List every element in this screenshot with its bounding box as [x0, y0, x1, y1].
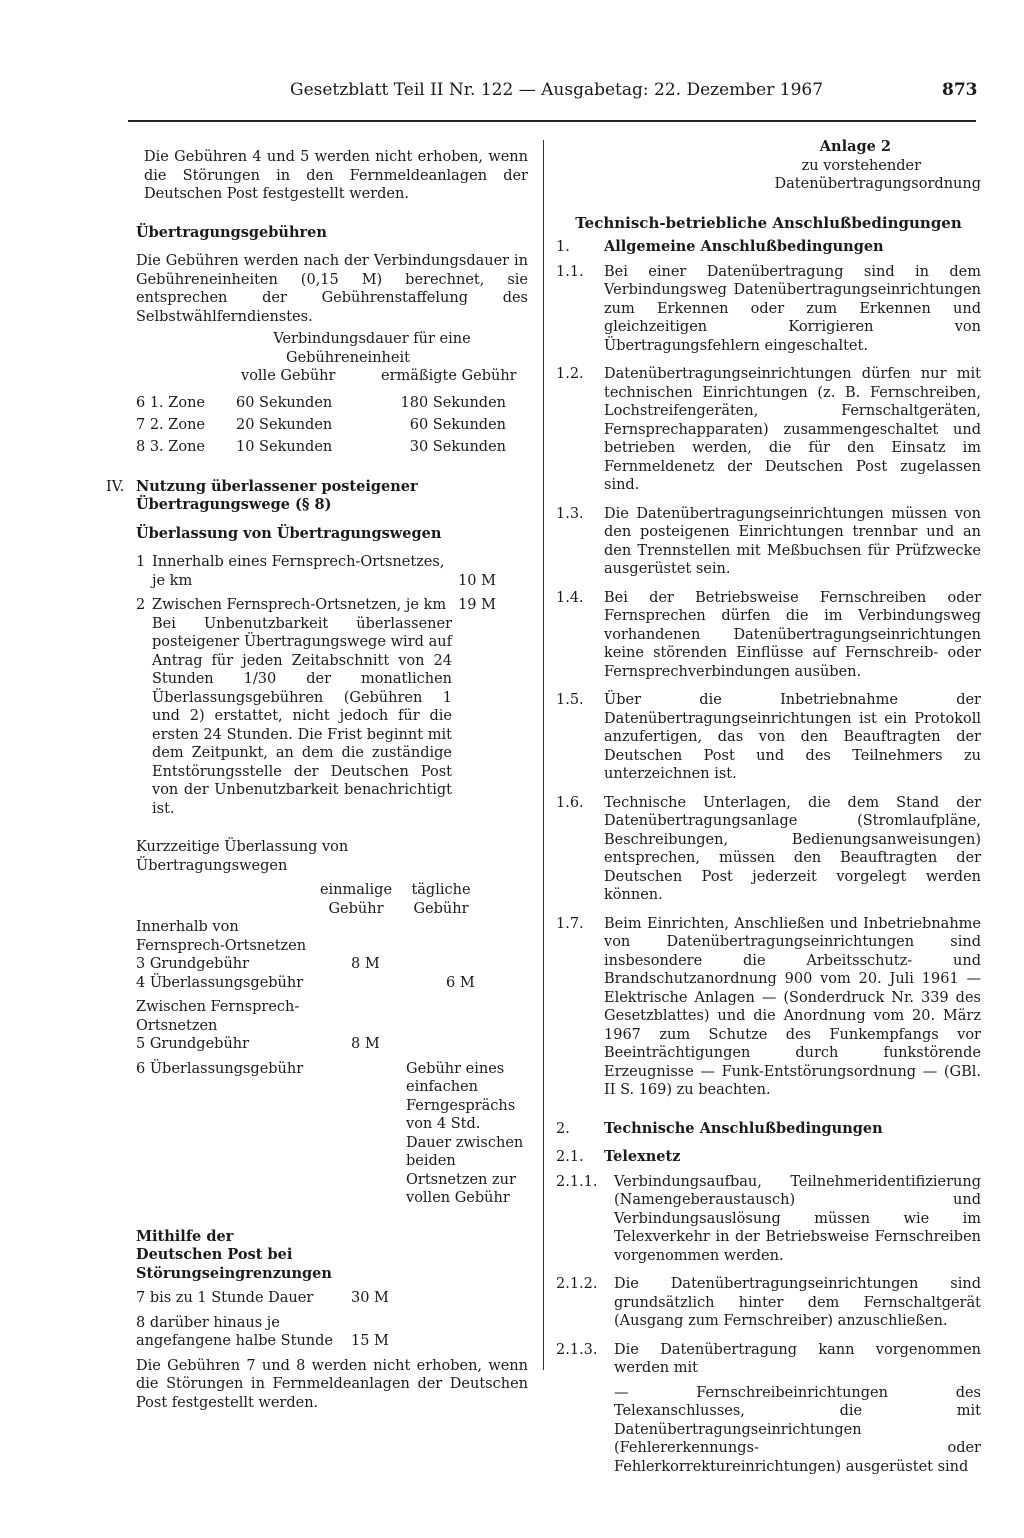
fee-item-7: 7 bis zu 1 Stunde Dauer 30 M [136, 1290, 389, 1306]
list-item: 2.1.1. Verbindungsaufbau, Teilnehmeridentifizierung (Namengeberaustausch) und Verbindungsauslösung müssen wie im Telexverkehr in der Betriebsweise Fernschreiben vorgenommen werden. [556, 1173, 981, 1264]
anlage-sub1: zu vorstehender [801, 157, 921, 174]
fee-item-2: 2 Zwischen Fernsprech-Ortsnetzen, je km 19 M [136, 597, 496, 613]
table-header-2: Gebühreneinheit [286, 349, 410, 366]
header-rule [128, 120, 976, 122]
anlage-label: Anlage 2 [819, 138, 891, 155]
intro-paragraph: Die Gebühren 4 und 5 werden nicht erhoben, wenn die Störungen in den Fernmeldeanlagen der Deutschen Post festgestellt werden. [144, 149, 528, 202]
closing-paragraph: Die Gebühren 7 und 8 werden nicht erhoben, wenn die Störungen in Fernmeldeanlagen der Deutschen Post festgestellt werden. [136, 1357, 528, 1411]
list-item: 1.2. Datenübertragungseinrichtungen dürfen nur mit technischen Einrichtungen (z. B. Fernschreiben, Lochstreifengeräten, Fernschaltgeräten, Fernsprechapparaten) zusammengeschaltet und betrieben werden, die für den Einsatz im Fernmeldenetz der Deutschen Post zugelassen sind. [556, 366, 981, 493]
list-item: 1.1. Bei einer Datenübertragung sind in dem Verbindungsweg Datenübertragungseinrichtungen zum Erkennen oder zum Erkennen und gleichzeitigen Korrigieren von Übertragungsfehlern eingeschaltet. [556, 263, 981, 354]
dash-item: — Fernschreibeinrichtungen des Telexanschlusses, die mit Datenübertragungseinrichtungen (Fehlererkennungs- oder Fehlerkorrektureinrichtungen) ausgerüstet sind [614, 1384, 981, 1475]
fee-item-5: 5 Grundgebühr 8 M [136, 1036, 380, 1052]
kurz-heading: Kurzzeitige Überlassung von Übertragungswegen [136, 839, 349, 874]
fee-item-3: 3 Grundgebühr 8 M [136, 956, 380, 972]
section-iv-heading: Nutzung überlassener posteigener Übertragungswege (§ 8) [136, 477, 418, 513]
table-header-1: Verbindungsdauer für eine [273, 331, 471, 347]
table-row: 6 1. Zone 60 Sekunden 180 Sekunden [136, 394, 506, 411]
section-2-heading: 2. Technische Anschlußbedingungen [556, 1119, 883, 1137]
section-1-heading: 1. Allgemeine Anschlußbedingungen [556, 238, 884, 255]
kurz-columns: einmalige Gebühr tägliche Gebühr [319, 882, 471, 917]
list-item: 2.1.2. Die Datenübertragungseinrichtungen sind grundsätzlich hinter dem Fernschaltgerät (Ausgang zum Fernschreiber) anzuschließen. [556, 1276, 981, 1329]
within-label: Innerhalb von Fernsprech-Ortsnetzen [136, 919, 307, 954]
right-title: Technisch-betriebliche Anschlußbedingungen [575, 213, 962, 232]
fee-item-8: 8 darüber hinaus je angefangene halbe Stunde 15 M [136, 1314, 389, 1349]
uebertragung-heading: Übertragungsgebühren [136, 223, 327, 241]
list-item: 1.3. Die Datenübertragungseinrichtungen müssen von den posteigenen Einrichtungen trennbar und an den Trennstellen mit Meßbuchsen für Prüfzwecke ausgerüstet sein. [556, 505, 981, 577]
section-iv-number: IV. [106, 478, 125, 495]
column-divider [543, 140, 544, 1370]
fee-item-4: 4 Überlassungsgebühr 6 M [136, 974, 475, 991]
between-label: Zwischen Fernsprech-Ortsnetzen [136, 999, 300, 1034]
list-item: 1.4. Bei der Betriebsweise Fernschreiben oder Fernsprechen dürfen die im Verbindungsweg vorhandenen Datenübertragungseinrichtungen keine störenden Einflüsse auf Fernschreib- oder Fernsprechverbindungen ausüben. [556, 589, 981, 680]
right-column [556, 138, 981, 1476]
duration-table [136, 330, 528, 458]
list-item: 2.1.3. Die Datenübertragung kann vorgenommen werden mit [556, 1341, 981, 1376]
anlage-sub2: Datenübertragungsordnung [774, 176, 981, 192]
col-full-header: volle Gebühr [241, 368, 336, 384]
left-column [106, 148, 528, 1412]
fee-item-1: 1 Innerhalb eines Fernsprech-Ortsnetzes, je km 10 M [136, 554, 496, 589]
page-header: Gesetzblatt Teil II Nr. 122 — Ausgabetag: 22. Dezember 1967 [290, 80, 824, 100]
mithilfe-heading: Mithilfe der Deutschen Post bei Störungseingrenzungen [136, 1227, 332, 1282]
list-item: 1.7. Beim Einrichten, Anschließen und Inbetriebnahme von Datenübertragungseinrichtungen sind insbesondere die Arbeitsschutz- und Brandschutzanordnung 900 vom 20. Juli 1961 — Elektrische Anlagen — (Sonderdruck Nr. 339 des Gesetzblattes) und die Anordnung vom 20. März 1967 zum Schutze des Funkempfangs vor Beeinträchtigungen durch funkstörende Erzeugnisse — Funk-Entstörungsordnung — (GBl. II S. 169) zu beachten. [556, 915, 981, 1098]
fee-item-6: 6 Überlassungsgebühr Gebühr eines einfachen Ferngesprächs von 4 Std. Dauer zwischen beiden Ortsnetzen zur vollen Gebühr [136, 1060, 524, 1206]
table-row: 8 3. Zone 10 Sekunden 30 Sekunden [136, 438, 506, 455]
section-iv [106, 478, 528, 515]
col-reduced-header: ermäßigte Gebühr [381, 368, 517, 384]
uebertragung-text: Die Gebühren werden nach der Verbindungsdauer in Gebühreneinheiten (0,15 M) berechnet, sie entsprechen der Gebührenstaffelung des Selbstwählferndienstes. [136, 253, 528, 325]
table-row: 7 2. Zone 20 Sekunden 60 Sekunden [136, 416, 506, 433]
list-item: 1.6. Technische Unterlagen, die dem Stand der Datenübertragungsanlage (Stromlaufpläne, Beschreibungen, Bedienungsanweisungen) entsprechen, müssen den Beauftragten der Deutschen Post jederzeit vorgelegt werden können. [556, 794, 981, 903]
unbenutz-paragraph: Bei Unbenutzbarkeit überlassener posteigener Übertragungswege wird auf Antrag für jeden Zeitabschnitt von 24 Stunden 1/30 der monatlichen Überlassungsgebühren (Gebühren 1 und 2) erstattet, nicht jedoch für die ersten 24 Stunden. Die Frist beginnt mit dem Zeitpunkt, an dem die zuständige Entstörungsstelle der Deutschen Post von der Unbenutzbarkeit benachrichtigt ist. [152, 615, 452, 817]
section-21-heading: 2.1. Telexnetz [556, 1148, 681, 1165]
page-number: 873 [942, 80, 978, 100]
ueberlassung-heading: Überlassung von Übertragungswegen [136, 524, 442, 542]
list-item: 1.5. Über die Inbetriebnahme der Datenübertragungseinrichtungen ist ein Protokoll anzufertigen, das von den Beauftragten der Deutschen Post und des Teilnehmers zu unterzeichnen ist. [556, 692, 981, 782]
